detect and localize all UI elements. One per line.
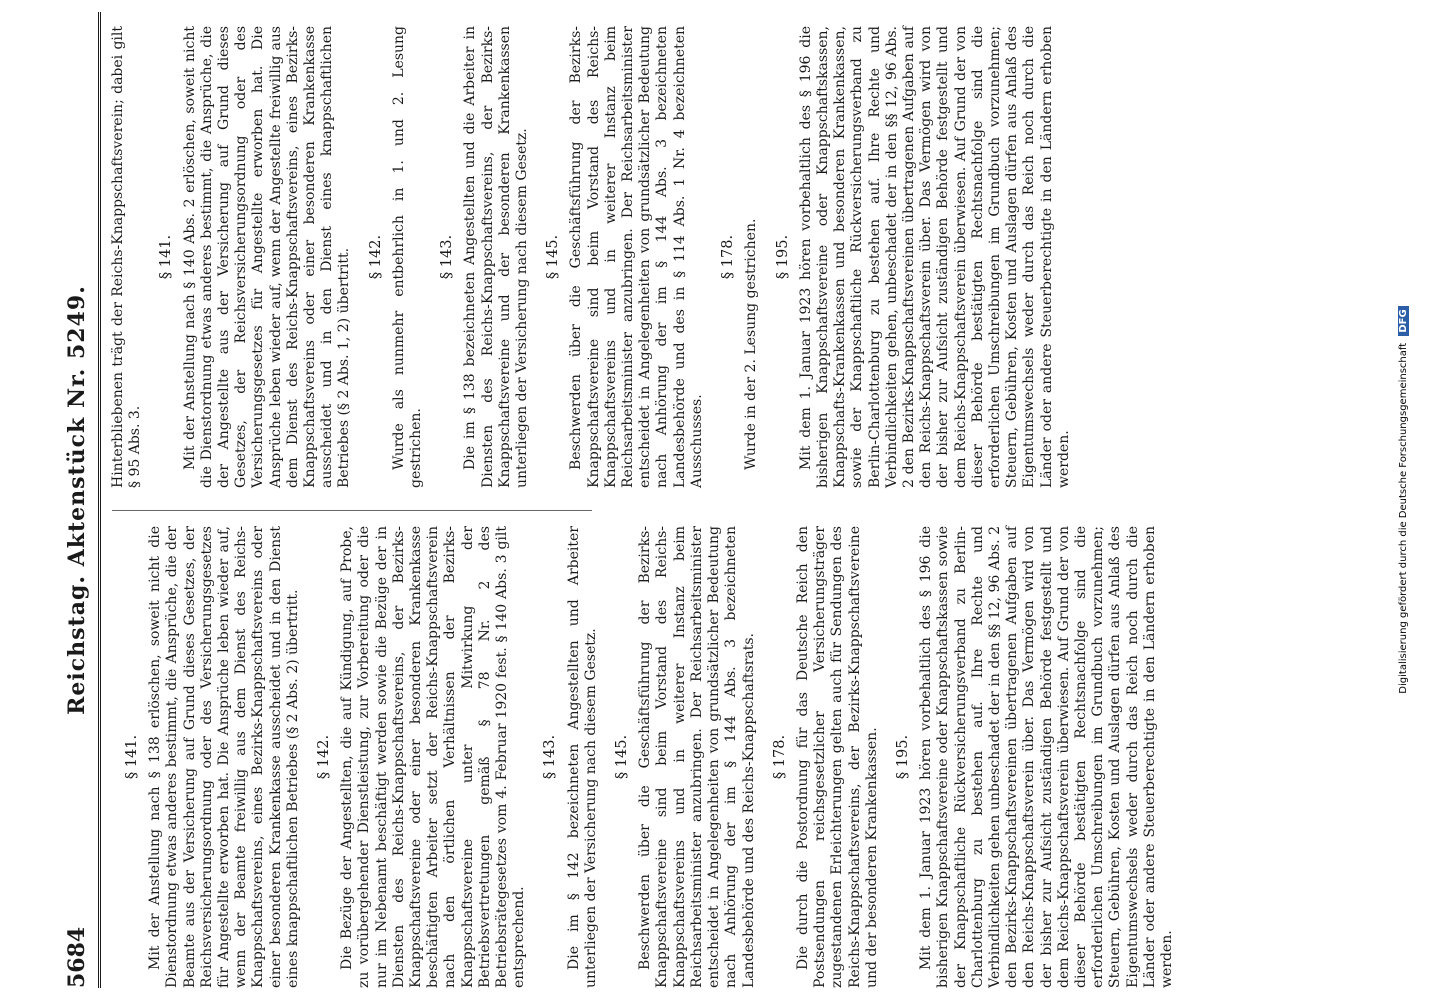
section-right-145 [545,26,706,488]
section-text: Die im § 138 bezeichneten Angestellten und die Arbeiter in Diensten des Reichs-Knappschaftsvereins, der Bezirks-Knappschaftsvereine und der besonderen Krankenkassen unterliegen der Versicherung nach diesem Gesetz. [462,26,531,488]
dfg-credit [1398,0,1409,1000]
section-heading: § 143. [439,234,456,280]
section-heading: § 145. [614,734,631,780]
section-heading: § 178. [720,234,737,280]
page-number: 5684 [64,926,90,988]
section-left-145 [614,526,758,988]
section-heading: § 141. [124,734,140,780]
section-heading: § 141. [158,234,175,280]
right-column [110,26,1314,488]
section-heading: § 142. [316,734,333,780]
column-divider [112,510,592,511]
section-text: Die durch die Postordnung für das Deutsche Reich den Postsendungen reichsgesetzlicher Versicherungsträger zugestandenen Erleichterungen gelten auch für Sendungen des Reichs-Knappschaftsvereins, der Bezirks-Knappschaftsvereine und der besonderen Krankenkassen. [794,526,880,988]
section-heading: § 195. [774,234,791,280]
section-left-141 [124,526,302,988]
section-text: Wurde in der 2. Lesung gestrichen. [743,218,760,470]
section-text: Hinterbliebenen trägt der Reichs-Knappschaftsverein; dabei gilt § 95 Abs. 3. [110,26,144,488]
running-title: Reichstag. Aktenstück Nr. 5249. [64,285,90,715]
section-right-143 [439,26,531,488]
dfg-logo: DFG [1398,306,1409,335]
section-text: Beschwerden über die Geschäftsführung der Bezirks-Knappschaftsvereine sind beim Vorstand des Reichs-Knappschaftsvereins und in weiterer Instanz beim Reichsarbeitsminister anzubringen. Der Reichsarbeitsminister entscheidet in Angelegenheiten von grundsätzlicher Bedeutung nach Anhörung der im § 144 Abs. 3 bezeichneten Landesbehörde und des Reichs-Knappschaftsrats. [637,526,757,988]
section-text: Mit der Anstellung nach § 140 Abs. 2 erlöschen, soweit nicht die Dienstordnung etwas anderes bestimmt, die Ansprüche, die der Angestellte aus der Versicherung auf Grund dieses Gesetzes, der Reichsversicherungsordnung oder des Versicherungsgesetzes für Angestellte erworben hat. Die Ansprüche leben wieder auf, wenn der Angestellte freiwillig aus dem Dienst des Reichs-Knappschaftsvereins, eines Bezirks-Knappschaftsvereins oder einer besonderen Krankenkasse ausscheidet und in den Dienst eines knappschaftlichen Betriebes (§ 2 Abs. 1, 2) übertritt. [181,26,353,488]
header-rule [98,12,101,988]
section-text: Mit dem 1. Januar 1923 hören vorbehaltlich des § 196 die bisherigen Knappschaftsvereine oder Knappschaftskassen, Knappschafts-Krankenkassen und besonderen Krankenkassen, sowie der Knappschaftliche Rückversicherungsverband zu Berlin-Charlottenburg zu bestehen auf. Ihre Rechte und Verbindlichkeiten gehen, unbeschadet der in den §§ 12, 96 Abs. 2 den Bezirks-Knappschaftsvereinen übertragenen Aufgaben auf den Reichs-Knappschaftsverein über. Das Vermögen wird von der bisher zur Aufsicht zuständigen Behörde festgestellt und dem Reichs-Knappschaftsverein überwiesen. Auf Grund der von dieser Behörde bestätigten Rechtsnachfolge sind die erforderlichen Umschreibungen im Grundbuch vorzunehmen; Steuern, Gebühren, Kosten und Auslagen dürfen aus Anlaß des Eigentumswechsels weder durch das Reich noch durch die Länder oder andere Steuerberechtigte in den Ländern erhoben werden. [797,26,1072,488]
section-right-141 [158,26,353,488]
section-text: Die im § 142 bezeichneten Angestellten und Arbeiter unterliegen der Versicherung nach diesem Gesetz. [565,526,599,988]
section-right-142 [368,26,426,488]
section-right-195 [775,26,1073,488]
section-text: Mit dem 1. Januar 1923 hören vorbehaltlich des § 196 die bisherigen Knappschaftsvereine oder Knappschaftskassen sowie der Knappschaftliche Rückversicherungsverband zu Berlin-Charlottenburg zu bestehen auf. Ihre Rechte und Verbindlichkeiten gehen unbeschadet der in den §§ 12, 96 Abs. 2 den Bezirks-Knappschaftsvereinen übertragenen Aufgaben auf den Reichs-Knappschaftsverein über. Das Vermögen wird von der bisher zur Aufsicht zuständigen Behörde festgestellt und dem Reichs-Knappschaftsverein überwiesen. Auf Grund der von dieser Behörde bestätigten Rechtsnachfolge sind die erforderlichen Umschreibungen im Grundbuch vorzunehmen; Steuern, Gebühren, Kosten und Auslagen dürfen aus Anlaß des Eigentumswechsels weder durch das Reich noch durch die Länder oder andere Steuerberechtigte in den Ländern erhoben werden. [918,526,1175,988]
section-text: Beschwerden über die Geschäftsführung der Bezirks-Knappschaftsvereine sind beim Vorstand des Reichs-Knappschaftsvereins und in weiterer Instanz beim Reichsarbeitsminister anzubringen. Der Reichsarbeitsminister entscheidet in Angelegenheiten von grundsätzlicher Bedeutung nach Anhörung der im § 144 Abs. 3 bezeichneten Landesbehörde und des in § 114 Abs. 1 Nr. 4 bezeichneten Ausschusses. [568,26,705,488]
page-header [58,12,98,988]
section-left-143 [542,526,600,988]
section-heading: § 142. [367,234,384,280]
section-left-178 [772,526,881,988]
section-right-intro [110,26,144,488]
section-heading: § 195. [894,734,911,780]
section-left-195 [895,526,1176,988]
section-text: Mit der Anstellung nach § 138 erlöschen, soweit nicht die Dienstordnung etwas anderes bestimmt, die Ansprüche, die der Beamte aus der Versicherung auf Grund dieses Gesetzes, der Reichsversicherungsordnung oder des Versicherungsgesetzes für Angestellte erworben hat. Die Ansprüche leben wieder auf, wenn der Beamte freiwillig aus dem Dienst des Reichs-Knappschaftsvereins, eines Bezirks-Knappschaftsvereins oder einer besonderen Krankenkasse ausscheidet und in den Dienst eines knappschaftlichen Betriebes (§ 2 Abs. 2) übertritt. [147,526,301,988]
section-right-178 [720,26,760,488]
section-heading: § 143. [542,734,559,780]
left-column [110,526,1314,988]
section-text: Wurde als nunmehr entbehrlich in 1. und 2. Lesung gestrichen. [390,26,425,488]
credit-text: Digitalisierung gefördert durch die Deutsche Forschungsgemeinschaft [1398,342,1409,694]
section-heading: § 178. [771,734,788,780]
section-left-142 [316,526,528,988]
section-text: Die Bezüge der Angestellten, die auf Kündigung, auf Probe, zu vorübergehender Dienstleistung, zur Vorbereitung oder die nur im Nebenamt beschäftigt werden sowie die Bezüge der in Diensten des Reichs-Knappschaftsvereins, der Bezirks-Knappschaftsvereine oder einer besonderen Krankenkasse beschäftigten Arbeiter setzt der Reichs-Knappschaftsverein nach den örtlichen Verhältnissen der Bezirks-Knappschaftsvereine unter Mitwirkung der Betriebsvertretungen gemäß § 78 Nr. 2 des Betriebsrätegesetzes vom 4. Februar 1920 fest. § 140 Abs. 3 gilt entsprechend. [339,526,528,988]
section-heading: § 145. [545,234,562,280]
